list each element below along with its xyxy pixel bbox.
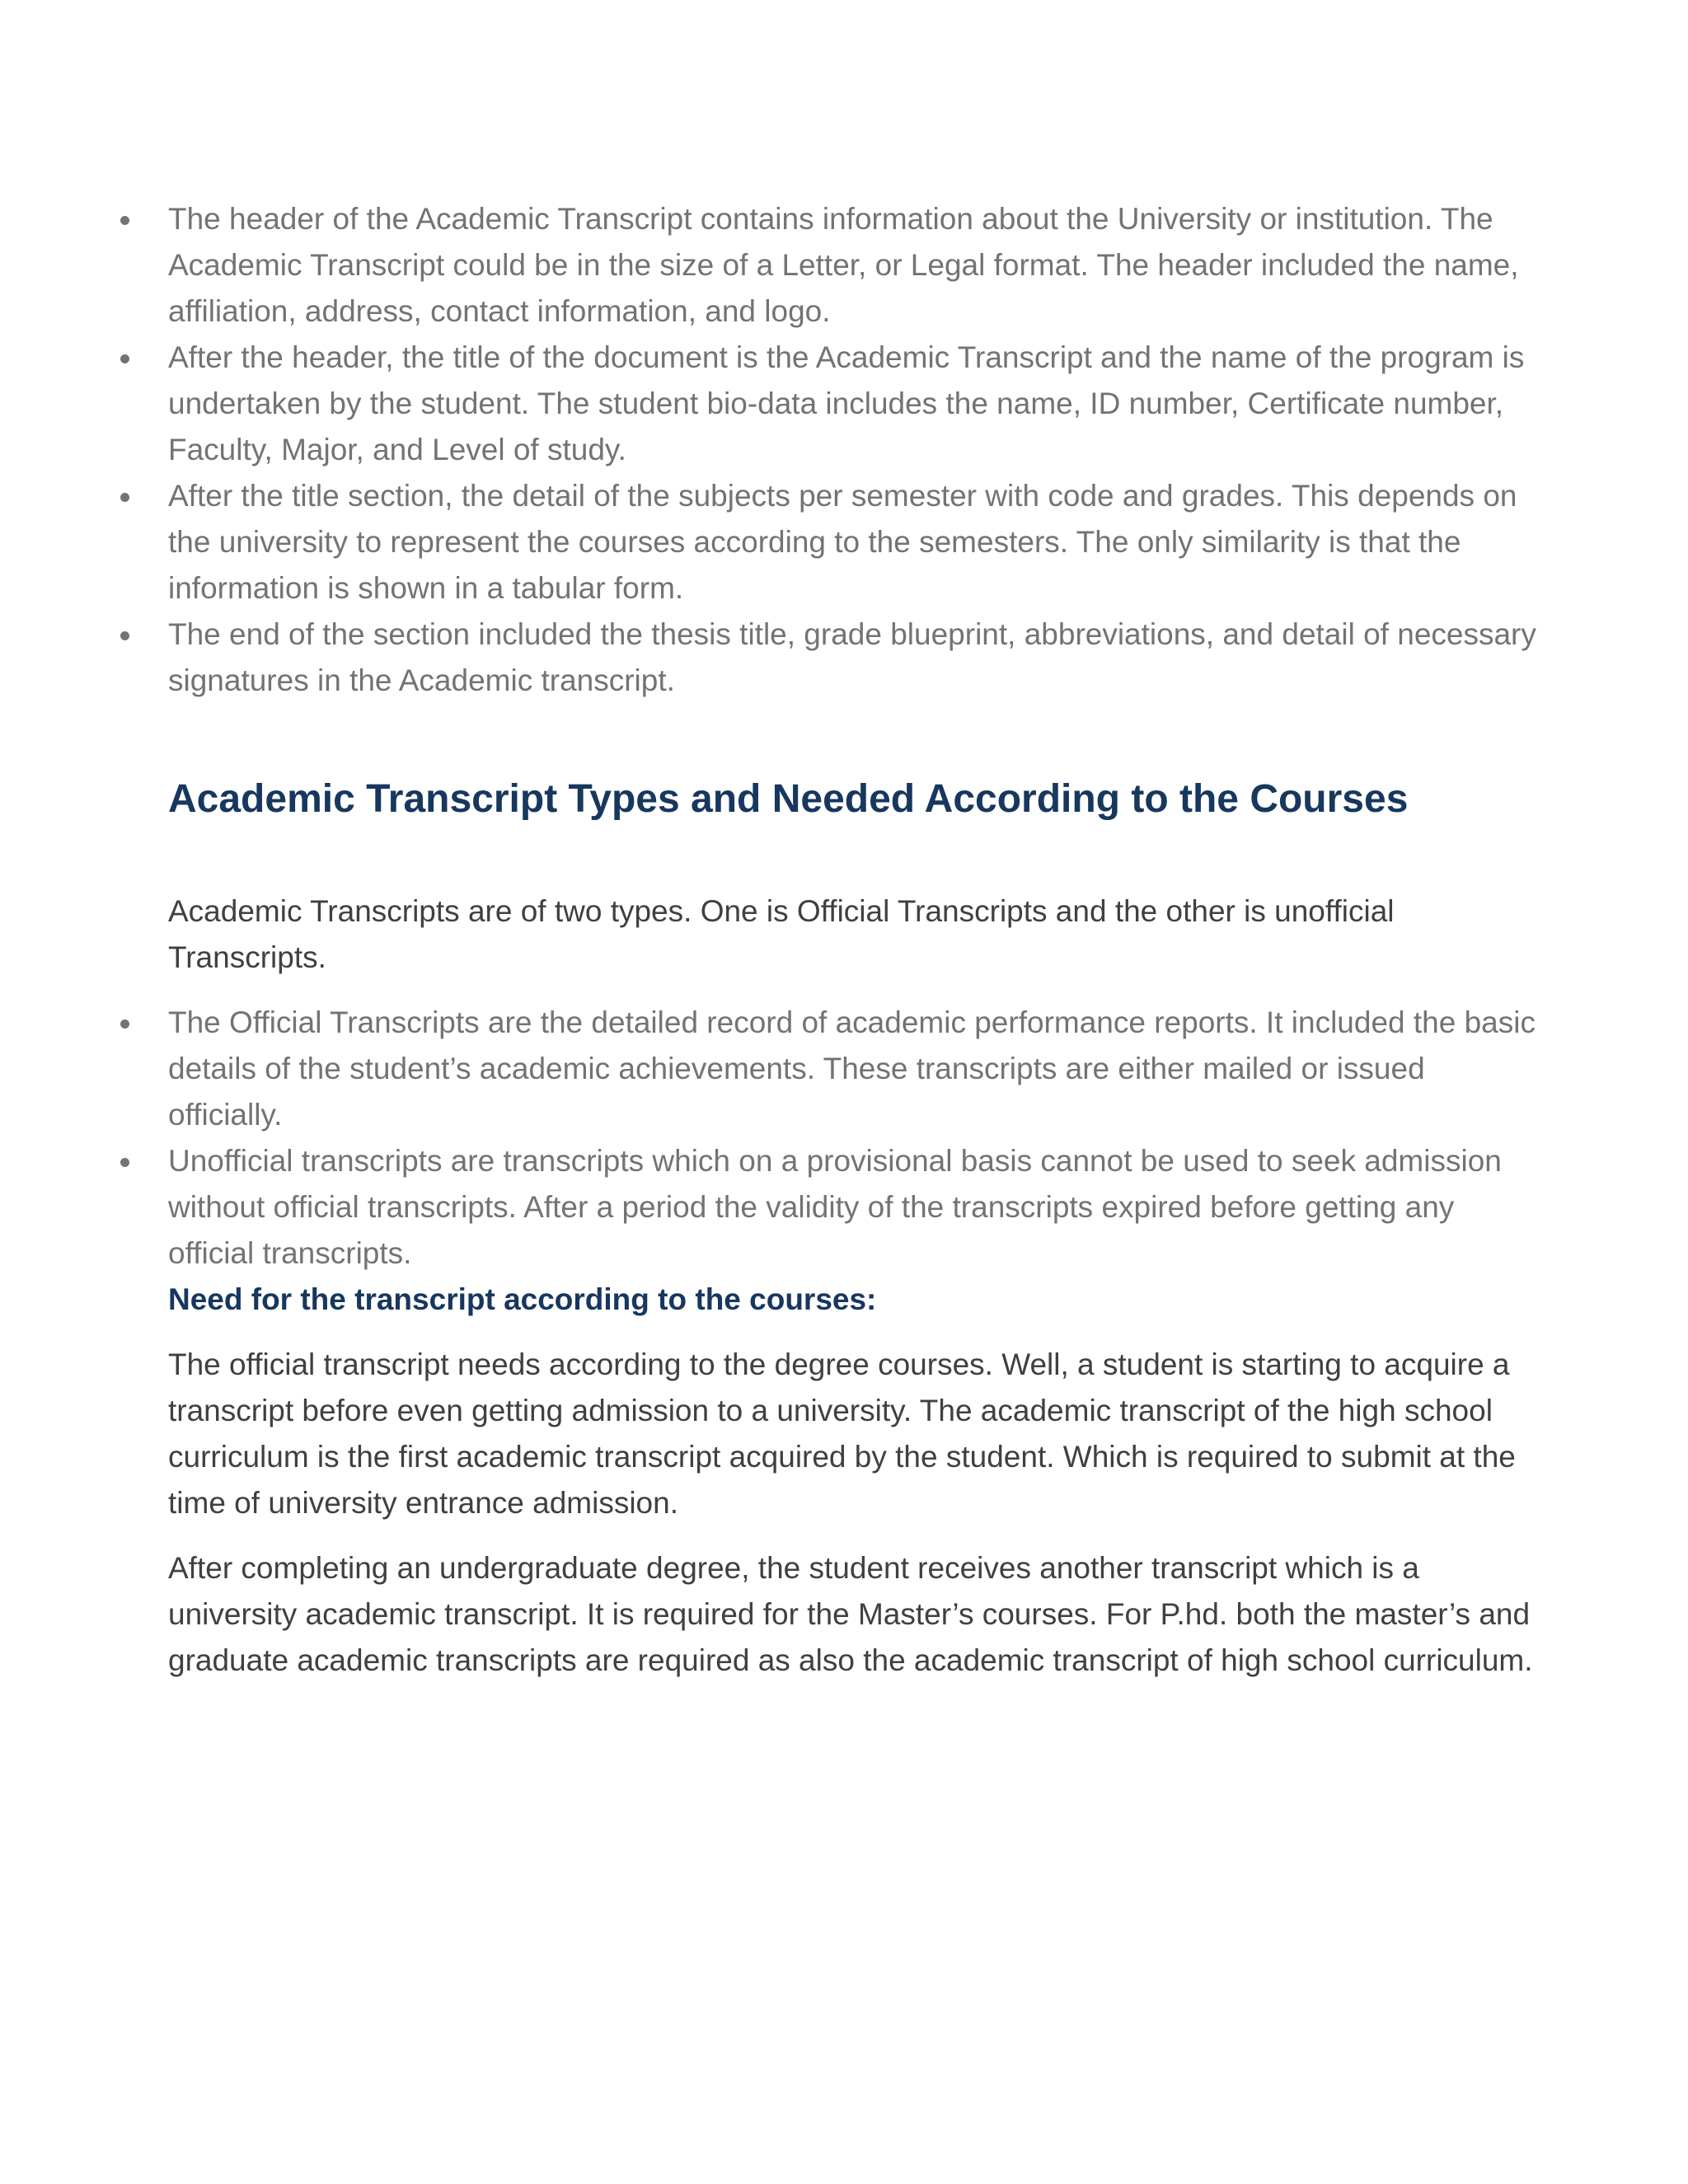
list-item — [168, 1000, 1536, 1138]
types-intro-paragraph: Academic Transcripts are of two types. One is Official Transcripts and the other is unofficial Transcripts. — [168, 894, 1395, 974]
list-item — [168, 335, 1536, 473]
list-item-text: After the header, the title of the document is the Academic Transcript and the name of the program is undertaken by the student. The student bio-data includes the name, ID number, Certificate number, Faculty, Major, and Level of study. — [168, 340, 1525, 466]
bullet-dot-icon — [120, 631, 129, 640]
list-item-text: The end of the section included the thesis title, grade blueprint, abbreviations, and detail of necessary signatures in the Academic transcript. — [168, 617, 1536, 697]
list-item-text: The header of the Academic Transcript contains information about the University or institution. The Academic Transcript could be in the size of a Letter, or Legal format. The header included the name, affiliation, address, contact information, and logo. — [168, 202, 1519, 328]
list-item — [168, 612, 1536, 704]
bullet-dot-icon — [120, 1158, 129, 1167]
list-item-text: The Official Transcripts are the detailed record of academic performance reports. It included the basic details of the student’s academic achievements. These transcripts are either mailed or issued officially. — [168, 1005, 1536, 1132]
section-heading: Academic Transcript Types and Needed According to the Courses — [168, 777, 1409, 821]
bullet-dot-icon — [120, 216, 129, 225]
body-paragraph: The official transcript needs according to the degree courses. Well, a student is starting to acquire a transcript before even getting admission to a university. The academic transcript of the high school curriculum is the first academic transcript acquired by the student. Which is required to submit at the time of university entrance admission. — [168, 1347, 1516, 1520]
page-content — [168, 196, 1536, 1684]
bullet-dot-icon — [120, 354, 129, 363]
body-paragraph: After completing an undergraduate degree, the student receives another transcript which is a university academic transcript. It is required for the Master’s courses. For P.hd. both the master’s and graduate academic transcripts are required as also the academic transcript of high school curriculum. — [168, 1551, 1533, 1677]
list-item — [168, 473, 1536, 612]
need-subheading: Need for the transcript according to the courses: — [168, 1282, 877, 1316]
bullet-dot-icon — [120, 1019, 129, 1029]
intro-bullet-list — [168, 196, 1536, 704]
list-item-text: Unofficial transcripts are transcripts which on a provisional basis cannot be used to seek admission without official transcripts. After a period the validity of the transcripts expired before getting any official transcripts. — [168, 1144, 1502, 1270]
list-item — [168, 1138, 1536, 1277]
bullet-dot-icon — [120, 493, 129, 502]
types-bullet-list — [168, 1000, 1536, 1277]
list-item-text: After the title section, the detail of the subjects per semester with code and grades. This depends on the university to represent the courses according to the semesters. The only similarity is that the information is shown in a tabular form. — [168, 479, 1517, 605]
list-item — [168, 196, 1536, 335]
